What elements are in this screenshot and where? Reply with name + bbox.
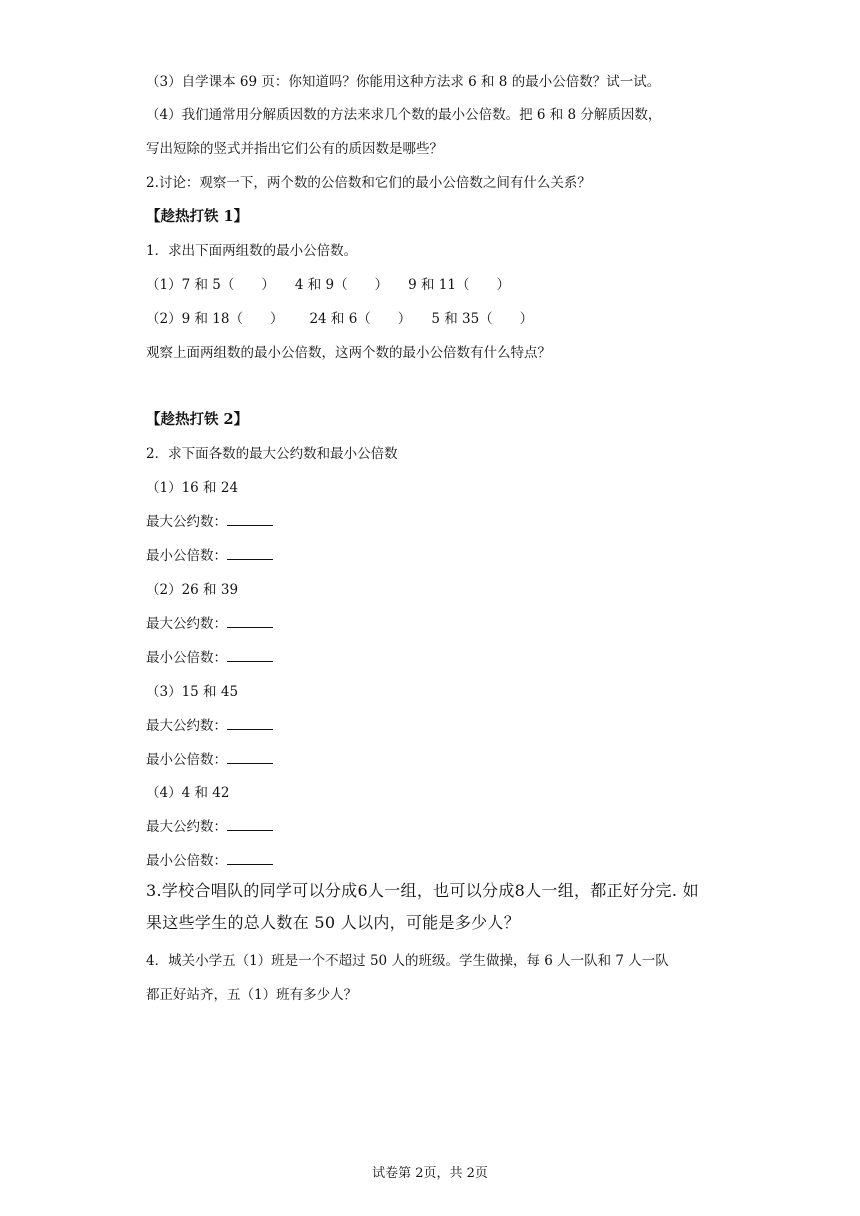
line-discussion: 2.讨论：观察一下，两个数的公倍数和它们的最小公倍数之间有什么关系？ (146, 175, 591, 191)
section1-title: 【趁热打铁 1】 (146, 208, 249, 225)
section1-question: 1．求出下面两组数的最小公倍数。 (146, 243, 358, 259)
item1-lcm (146, 547, 273, 565)
item1-gcd (146, 513, 273, 531)
row1-item3: 9 和 11（ ） (408, 277, 510, 293)
section1-row2 (146, 310, 533, 328)
line-q4-factor-cont: 写出短除的竖式并指出它们公有的质因数是哪些？ (146, 141, 443, 157)
q4-line1: 4．城关小学五（1）班是一个不超过 50 人的班级。学生做操，每 6 人一队和 7 人一队 (146, 953, 669, 969)
item2-label: （2）26 和 39 (146, 582, 239, 598)
section1-row1 (146, 276, 510, 294)
gcd-label: 最大公约数： (146, 819, 227, 835)
answer-blank[interactable] (227, 615, 273, 628)
answer-blank[interactable] (227, 547, 273, 560)
q3-line2: 果这些学生的总人数在 50 人以内，可能是多少人？ (146, 913, 521, 932)
line-q4-factor: （4）我们通常用分解质因数的方法来求几个数的最小公倍数。把 6 和 8 分解质因数， (146, 107, 662, 123)
answer-blank[interactable] (227, 717, 273, 730)
item4-lcm (146, 852, 273, 870)
section1-observe: 观察上面两组数的最小公倍数，这两个数的最小公倍数有什么特点？ (146, 345, 551, 361)
gcd-label: 最大公约数： (146, 514, 227, 530)
row1-item1: （1）7 和 5（ ） (146, 277, 275, 293)
row2-item1: （2）9 和 18（ ） (146, 311, 284, 327)
q3-line1: 3.学校合唱队的同学可以分成6人一组，也可以分成8人一组，都正好分完. 如 (146, 881, 699, 900)
gcd-label: 最大公约数： (146, 616, 227, 632)
lcm-label: 最小公倍数： (146, 853, 227, 869)
line-q3-method: （3）自学课本 69 页：你知道吗？你能用这种方法求 6 和 8 的最小公倍数？试一试。 (146, 74, 661, 90)
row2-item3: 5 和 35（ ） (431, 311, 534, 327)
item3-gcd (146, 717, 273, 735)
section2-title: 【趁热打铁 2】 (146, 411, 249, 428)
answer-blank[interactable] (227, 751, 273, 764)
item3-label: （3）15 和 45 (146, 684, 239, 700)
lcm-label: 最小公倍数： (146, 752, 227, 768)
q4-line2: 都正好站齐，五（1）班有多少人？ (146, 987, 358, 1003)
item2-gcd (146, 615, 273, 633)
section2-question: 2．求下面各数的最大公约数和最小公倍数 (146, 446, 398, 462)
answer-blank[interactable] (227, 649, 273, 662)
answer-blank[interactable] (227, 818, 273, 831)
item2-lcm (146, 649, 273, 667)
item4-gcd (146, 818, 273, 836)
item3-lcm (146, 751, 273, 769)
item1-label: （1）16 和 24 (146, 480, 239, 496)
page-footer: 试卷第 2页，共 2页 (372, 1166, 488, 1181)
lcm-label: 最小公倍数： (146, 650, 227, 666)
lcm-label: 最小公倍数： (146, 548, 227, 564)
answer-blank[interactable] (227, 513, 273, 526)
answer-blank[interactable] (227, 852, 273, 865)
item4-label: （4）4 和 42 (146, 785, 230, 801)
row2-item2: 24 和 6（ ） (309, 311, 412, 327)
row1-item2: 4 和 9（ ） (294, 277, 389, 293)
gcd-label: 最大公约数： (146, 718, 227, 734)
